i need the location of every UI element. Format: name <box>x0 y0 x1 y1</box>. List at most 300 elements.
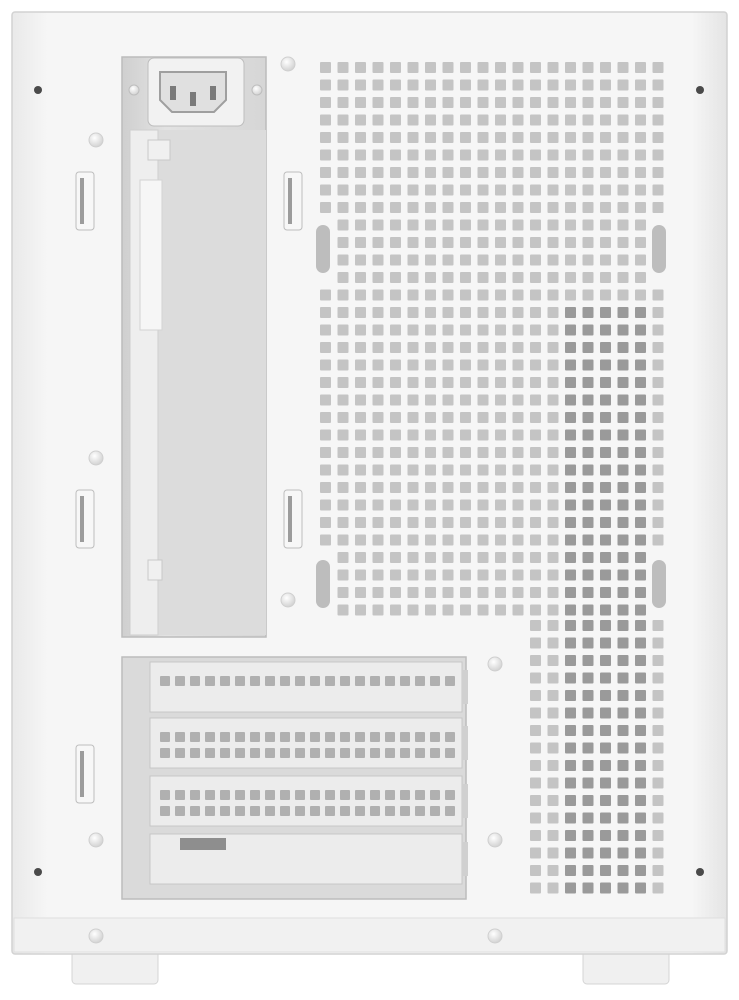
mesh-hole <box>513 552 524 563</box>
mesh-hole <box>548 482 559 493</box>
mesh-hole <box>635 167 646 178</box>
vent-hole <box>175 806 185 816</box>
mesh-hole <box>495 412 506 423</box>
mesh-hole <box>355 447 366 458</box>
vent-hole <box>340 790 350 800</box>
mesh-hole <box>618 883 629 894</box>
vent-hole <box>430 748 440 758</box>
mesh-hole <box>320 307 331 318</box>
mesh-hole <box>565 220 576 231</box>
mesh-hole <box>600 690 611 701</box>
mesh-hole <box>618 237 629 248</box>
mesh-hole <box>565 848 576 859</box>
mesh-hole <box>460 570 471 581</box>
mesh-hole <box>548 377 559 388</box>
vent-hole <box>340 748 350 758</box>
mesh-hole <box>530 848 541 859</box>
mesh-hole <box>548 202 559 213</box>
mesh-hole <box>338 150 349 161</box>
mesh-hole <box>635 255 646 266</box>
vent-hole <box>205 790 215 800</box>
vent-hole <box>235 748 245 758</box>
mesh-hole <box>513 482 524 493</box>
mesh-hole <box>600 482 611 493</box>
mesh-hole <box>513 220 524 231</box>
mesh-hole <box>373 185 384 196</box>
mesh-hole <box>548 570 559 581</box>
mesh-hole <box>635 638 646 649</box>
mesh-hole <box>408 517 419 528</box>
mesh-hole <box>600 290 611 301</box>
mesh-hole <box>338 570 349 581</box>
mesh-hole <box>408 307 419 318</box>
mesh-hole <box>635 412 646 423</box>
mesh-hole <box>548 150 559 161</box>
mesh-hole <box>600 883 611 894</box>
mesh-hole <box>565 482 576 493</box>
expansion-slot-cover <box>150 718 468 768</box>
mesh-hole <box>548 725 559 736</box>
mesh-hole <box>425 185 436 196</box>
mesh-hole <box>373 97 384 108</box>
mesh-hole <box>618 517 629 528</box>
mesh-hole <box>583 447 594 458</box>
mesh-hole <box>618 97 629 108</box>
mesh-hole <box>408 360 419 371</box>
mesh-hole <box>443 517 454 528</box>
mesh-hole <box>495 535 506 546</box>
mesh-hole <box>530 620 541 631</box>
mesh-hole <box>565 395 576 406</box>
mesh-hole <box>635 202 646 213</box>
mesh-hole <box>583 708 594 719</box>
mesh-hole <box>425 272 436 283</box>
mesh-hole <box>600 655 611 666</box>
mesh-hole <box>495 150 506 161</box>
mesh-hole <box>600 202 611 213</box>
vent-hole <box>325 748 335 758</box>
mesh-hole <box>355 255 366 266</box>
mesh-hole <box>530 760 541 771</box>
mesh-hole <box>495 465 506 476</box>
mesh-hole <box>373 290 384 301</box>
mesh-hole <box>320 395 331 406</box>
mesh-hole <box>373 360 384 371</box>
vent-hole <box>190 748 200 758</box>
mesh-hole <box>583 743 594 754</box>
mesh-hole <box>600 430 611 441</box>
vent-hole <box>340 806 350 816</box>
mesh-hole <box>565 132 576 143</box>
vent-hole <box>355 806 365 816</box>
mesh-hole <box>653 830 664 841</box>
mesh-hole <box>565 115 576 126</box>
vent-hole <box>400 806 410 816</box>
mesh-hole <box>565 272 576 283</box>
mesh-hole <box>565 760 576 771</box>
mesh-hole <box>338 167 349 178</box>
mesh-hole <box>548 743 559 754</box>
mesh-hole <box>583 552 594 563</box>
mesh-hole <box>530 535 541 546</box>
mesh-hole <box>425 202 436 213</box>
mesh-hole <box>530 62 541 73</box>
vent-hole <box>205 748 215 758</box>
vent-hole <box>325 790 335 800</box>
mesh-hole <box>565 360 576 371</box>
mesh-hole <box>390 465 401 476</box>
mesh-hole <box>390 430 401 441</box>
vent-hole <box>370 806 380 816</box>
mesh-hole <box>460 430 471 441</box>
mesh-hole <box>548 62 559 73</box>
mesh-hole <box>583 185 594 196</box>
mesh-hole <box>390 552 401 563</box>
mesh-hole <box>600 535 611 546</box>
mesh-hole <box>565 708 576 719</box>
mesh-hole <box>338 412 349 423</box>
mesh-hole <box>425 395 436 406</box>
mesh-hole <box>565 552 576 563</box>
mesh-hole <box>355 517 366 528</box>
mesh-hole <box>653 342 664 353</box>
mesh-hole <box>565 447 576 458</box>
fan-mount-slot <box>316 560 330 608</box>
mesh-hole <box>565 517 576 528</box>
mesh-hole <box>460 80 471 91</box>
mesh-hole <box>600 587 611 598</box>
mesh-hole <box>513 465 524 476</box>
mesh-hole <box>583 360 594 371</box>
vent-hole <box>265 732 275 742</box>
mesh-hole <box>460 447 471 458</box>
mesh-hole <box>513 97 524 108</box>
mesh-hole <box>408 237 419 248</box>
mesh-hole <box>548 272 559 283</box>
mesh-hole <box>338 605 349 616</box>
mesh-hole <box>618 500 629 511</box>
vent-hole <box>190 676 200 686</box>
mesh-hole <box>548 500 559 511</box>
mesh-hole <box>320 167 331 178</box>
vent-hole <box>250 790 260 800</box>
mesh-hole <box>635 342 646 353</box>
vent-hole <box>280 748 290 758</box>
mesh-hole <box>355 272 366 283</box>
mesh-hole <box>443 500 454 511</box>
mesh-hole <box>635 517 646 528</box>
mesh-hole <box>390 307 401 318</box>
mesh-hole <box>460 517 471 528</box>
mesh-hole <box>635 848 646 859</box>
mesh-hole <box>600 447 611 458</box>
vent-hole <box>400 790 410 800</box>
mesh-hole <box>443 80 454 91</box>
mesh-hole <box>635 395 646 406</box>
mesh-hole <box>583 377 594 388</box>
mesh-hole <box>408 465 419 476</box>
mesh-hole <box>390 167 401 178</box>
mesh-hole <box>530 430 541 441</box>
mesh-hole <box>478 535 489 546</box>
mesh-hole <box>390 185 401 196</box>
mesh-hole <box>635 795 646 806</box>
mesh-hole <box>408 185 419 196</box>
mesh-hole <box>460 202 471 213</box>
vent-hole <box>385 732 395 742</box>
mesh-hole <box>355 325 366 336</box>
screw <box>89 833 103 847</box>
mesh-hole <box>565 255 576 266</box>
mesh-hole <box>390 395 401 406</box>
vent-hole <box>385 790 395 800</box>
mesh-hole <box>408 167 419 178</box>
mesh-hole <box>565 830 576 841</box>
mesh-hole <box>635 865 646 876</box>
vent-hole <box>280 676 290 686</box>
mesh-hole <box>495 430 506 441</box>
mesh-hole <box>530 795 541 806</box>
mesh-hole <box>600 570 611 581</box>
vent-hole <box>445 748 455 758</box>
mesh-hole <box>390 237 401 248</box>
mesh-hole <box>530 325 541 336</box>
mesh-hole <box>495 62 506 73</box>
vent-hole <box>190 806 200 816</box>
mesh-hole <box>513 115 524 126</box>
vent-hole <box>310 676 320 686</box>
mesh-hole <box>548 605 559 616</box>
mesh-hole <box>653 690 664 701</box>
mesh-hole <box>443 465 454 476</box>
mesh-hole <box>618 690 629 701</box>
mesh-hole <box>583 570 594 581</box>
vent-hole <box>355 748 365 758</box>
mesh-hole <box>425 552 436 563</box>
mesh-hole <box>548 587 559 598</box>
power-inlet <box>129 58 262 126</box>
mesh-hole <box>583 307 594 318</box>
mesh-hole <box>495 377 506 388</box>
mesh-hole <box>618 620 629 631</box>
mesh-hole <box>530 185 541 196</box>
mesh-hole <box>618 307 629 318</box>
mesh-hole <box>373 202 384 213</box>
mesh-hole <box>408 115 419 126</box>
mesh-hole <box>635 377 646 388</box>
mesh-hole <box>408 325 419 336</box>
vent-hole <box>445 790 455 800</box>
mesh-hole <box>495 517 506 528</box>
mesh-hole <box>355 80 366 91</box>
mesh-hole <box>548 552 559 563</box>
mesh-hole <box>600 552 611 563</box>
mesh-hole <box>425 220 436 231</box>
mesh-hole <box>390 325 401 336</box>
vent-hole <box>190 790 200 800</box>
mesh-hole <box>635 552 646 563</box>
mesh-hole <box>635 778 646 789</box>
mesh-hole <box>565 185 576 196</box>
mesh-hole <box>530 342 541 353</box>
mesh-hole <box>478 430 489 441</box>
mesh-hole <box>635 883 646 894</box>
mesh-hole <box>478 482 489 493</box>
vent-hole <box>430 676 440 686</box>
panel-clip <box>76 172 94 230</box>
mesh-hole <box>653 307 664 318</box>
mesh-hole <box>408 587 419 598</box>
mesh-hole <box>548 830 559 841</box>
vent-hole <box>205 732 215 742</box>
mesh-hole <box>460 167 471 178</box>
mesh-hole <box>443 447 454 458</box>
mesh-hole <box>583 655 594 666</box>
mesh-hole <box>478 465 489 476</box>
mesh-hole <box>565 795 576 806</box>
mesh-hole <box>600 115 611 126</box>
mesh-hole <box>478 500 489 511</box>
mesh-hole <box>565 813 576 824</box>
mesh-hole <box>495 570 506 581</box>
vent-hole <box>445 676 455 686</box>
mesh-hole <box>635 447 646 458</box>
mesh-hole <box>635 605 646 616</box>
mesh-hole <box>320 325 331 336</box>
mesh-hole <box>513 325 524 336</box>
vent-hole <box>295 806 305 816</box>
mesh-hole <box>530 360 541 371</box>
mesh-hole <box>460 150 471 161</box>
mesh-hole <box>653 430 664 441</box>
mesh-hole <box>320 185 331 196</box>
mesh-hole <box>320 290 331 301</box>
mesh-hole <box>653 97 664 108</box>
mesh-hole <box>355 167 366 178</box>
mesh-hole <box>408 482 419 493</box>
psu-cutout <box>122 57 266 637</box>
mesh-hole <box>338 185 349 196</box>
mesh-hole <box>320 500 331 511</box>
vent-hole <box>265 676 275 686</box>
mesh-hole <box>618 395 629 406</box>
mesh-hole <box>338 272 349 283</box>
mesh-hole <box>530 132 541 143</box>
mesh-hole <box>618 673 629 684</box>
mesh-hole <box>408 605 419 616</box>
mesh-hole <box>495 237 506 248</box>
mesh-hole <box>320 62 331 73</box>
mesh-hole <box>548 620 559 631</box>
mesh-hole <box>583 830 594 841</box>
mesh-hole <box>548 220 559 231</box>
mesh-hole <box>600 638 611 649</box>
mount-hole <box>696 86 704 94</box>
mesh-hole <box>320 430 331 441</box>
mesh-hole <box>565 150 576 161</box>
mesh-hole <box>600 778 611 789</box>
vent-hole <box>265 806 275 816</box>
mesh-hole <box>443 377 454 388</box>
mesh-hole <box>338 465 349 476</box>
mesh-hole <box>478 185 489 196</box>
mesh-hole <box>513 395 524 406</box>
mesh-hole <box>548 430 559 441</box>
mesh-hole <box>635 813 646 824</box>
mesh-hole <box>530 220 541 231</box>
mesh-hole <box>373 377 384 388</box>
mesh-hole <box>443 115 454 126</box>
mesh-hole <box>583 848 594 859</box>
mesh-hole <box>635 272 646 283</box>
mesh-hole <box>635 237 646 248</box>
mesh-hole <box>530 272 541 283</box>
mesh-hole <box>530 447 541 458</box>
mesh-hole <box>478 220 489 231</box>
mesh-hole <box>425 447 436 458</box>
mesh-hole <box>355 237 366 248</box>
mesh-hole <box>443 237 454 248</box>
mesh-hole <box>653 132 664 143</box>
mesh-hole <box>513 272 524 283</box>
mesh-hole <box>320 377 331 388</box>
mesh-hole <box>478 570 489 581</box>
mesh-hole <box>583 220 594 231</box>
vent-hole <box>220 732 230 742</box>
mesh-hole <box>565 412 576 423</box>
mesh-hole <box>635 80 646 91</box>
mesh-hole <box>513 447 524 458</box>
mesh-hole <box>583 290 594 301</box>
mesh-hole <box>443 97 454 108</box>
mesh-hole <box>390 447 401 458</box>
mesh-hole <box>443 587 454 598</box>
mesh-hole <box>338 360 349 371</box>
mesh-hole <box>478 342 489 353</box>
mesh-hole <box>530 412 541 423</box>
vent-hole <box>370 748 380 758</box>
mesh-hole <box>618 830 629 841</box>
vent-hole <box>400 732 410 742</box>
mesh-hole <box>600 673 611 684</box>
mesh-hole <box>600 830 611 841</box>
vent-hole <box>250 806 260 816</box>
mesh-hole <box>635 673 646 684</box>
mesh-hole <box>618 638 629 649</box>
mesh-hole <box>373 517 384 528</box>
mesh-hole <box>600 80 611 91</box>
mesh-hole <box>460 220 471 231</box>
vent-hole <box>250 676 260 686</box>
mesh-hole <box>548 760 559 771</box>
mesh-hole <box>565 778 576 789</box>
mesh-hole <box>548 517 559 528</box>
mesh-hole <box>373 325 384 336</box>
mesh-hole <box>600 395 611 406</box>
mesh-hole <box>355 97 366 108</box>
mesh-hole <box>530 743 541 754</box>
mesh-hole <box>618 325 629 336</box>
mesh-hole <box>338 500 349 511</box>
mesh-hole <box>338 587 349 598</box>
mesh-hole <box>600 708 611 719</box>
mesh-hole <box>600 377 611 388</box>
mesh-hole <box>513 535 524 546</box>
mesh-hole <box>635 690 646 701</box>
mesh-hole <box>618 482 629 493</box>
mesh-hole <box>408 430 419 441</box>
mesh-hole <box>478 377 489 388</box>
